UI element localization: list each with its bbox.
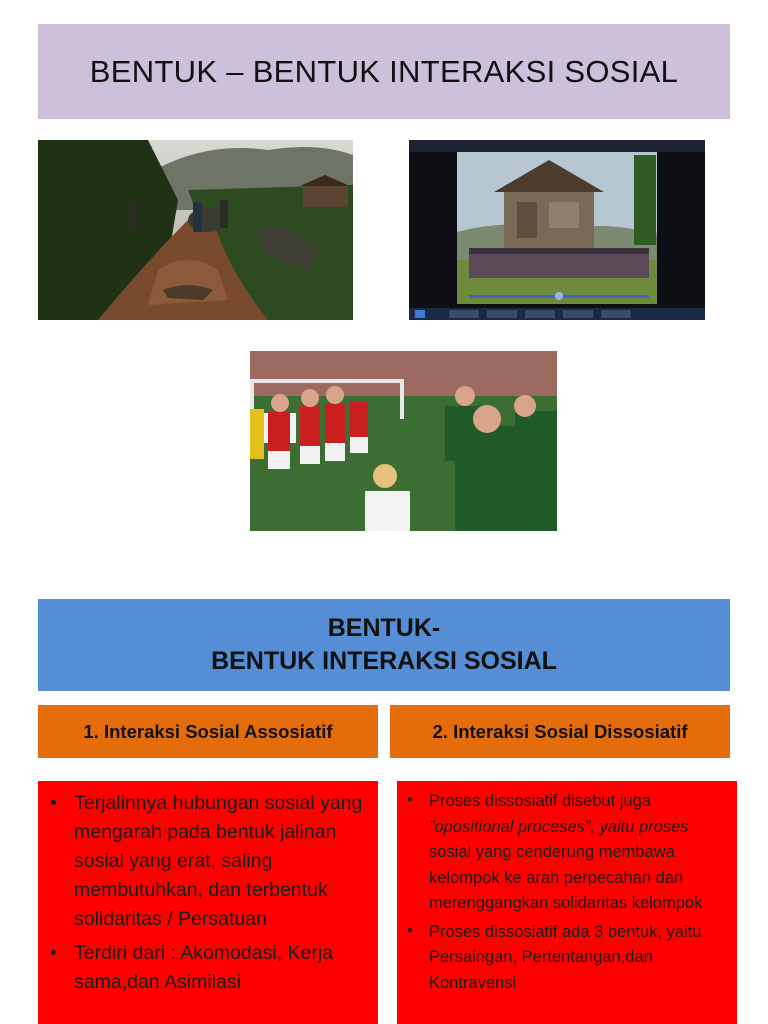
section-heading [38,599,730,691]
video-player-screenshot-icon [409,140,705,320]
photo-village-road [38,140,353,320]
list-item [405,789,733,917]
column-header-dissociative-label: 2. Interaksi Sosial Dissosiatif [432,720,688,742]
bullet-italic-text: ”opositional proceses”, yaitu proses [429,817,689,836]
list-item: • Proses dissosiatif ada 3 bentuk, yaitu Persaingan, Pertentangan,dan Kontravensi [405,920,733,997]
associative-bullet-list [46,789,372,997]
photo-football-teams [250,351,557,531]
slide-title: BENTUK – BENTUK INTERAKSI SOSIAL [89,53,679,89]
football-match-photo-icon [250,351,557,531]
associative-content-box [38,781,378,1024]
bullet-rest-text: sosial yang cenderung membawa kelompok ke arah perpecahan dan merenggangkan solidaritas kelompok [429,843,703,912]
photo-house-moving-video [409,140,705,320]
bullet-lead-text: Proses dissosiatif disebut juga [429,792,651,810]
title-banner [38,24,730,119]
section-heading-line2: BENTUK INTERAKSI SOSIAL [211,647,557,675]
rural-road-photo-icon [38,140,353,320]
list-item: • Terjalinnya hubungan sosial yang mengarah pada bentuk jalinan sosial yang erat, saling membutuhkan, dan terbentuk solidaritas / Persatuan [46,789,372,934]
column-header-dissociative [390,705,730,758]
dissociative-bullet-list [405,789,733,996]
dissociative-content-box [397,781,737,1024]
section-heading-line1: BENTUK- [327,614,441,642]
column-header-associative-label: 1. Interaksi Sosial Assosiatif [83,720,333,742]
column-header-associative [38,705,378,758]
list-item: • Terdiri dari : Akomodasi, Kerja sama,dan Asimilasi [46,939,372,997]
